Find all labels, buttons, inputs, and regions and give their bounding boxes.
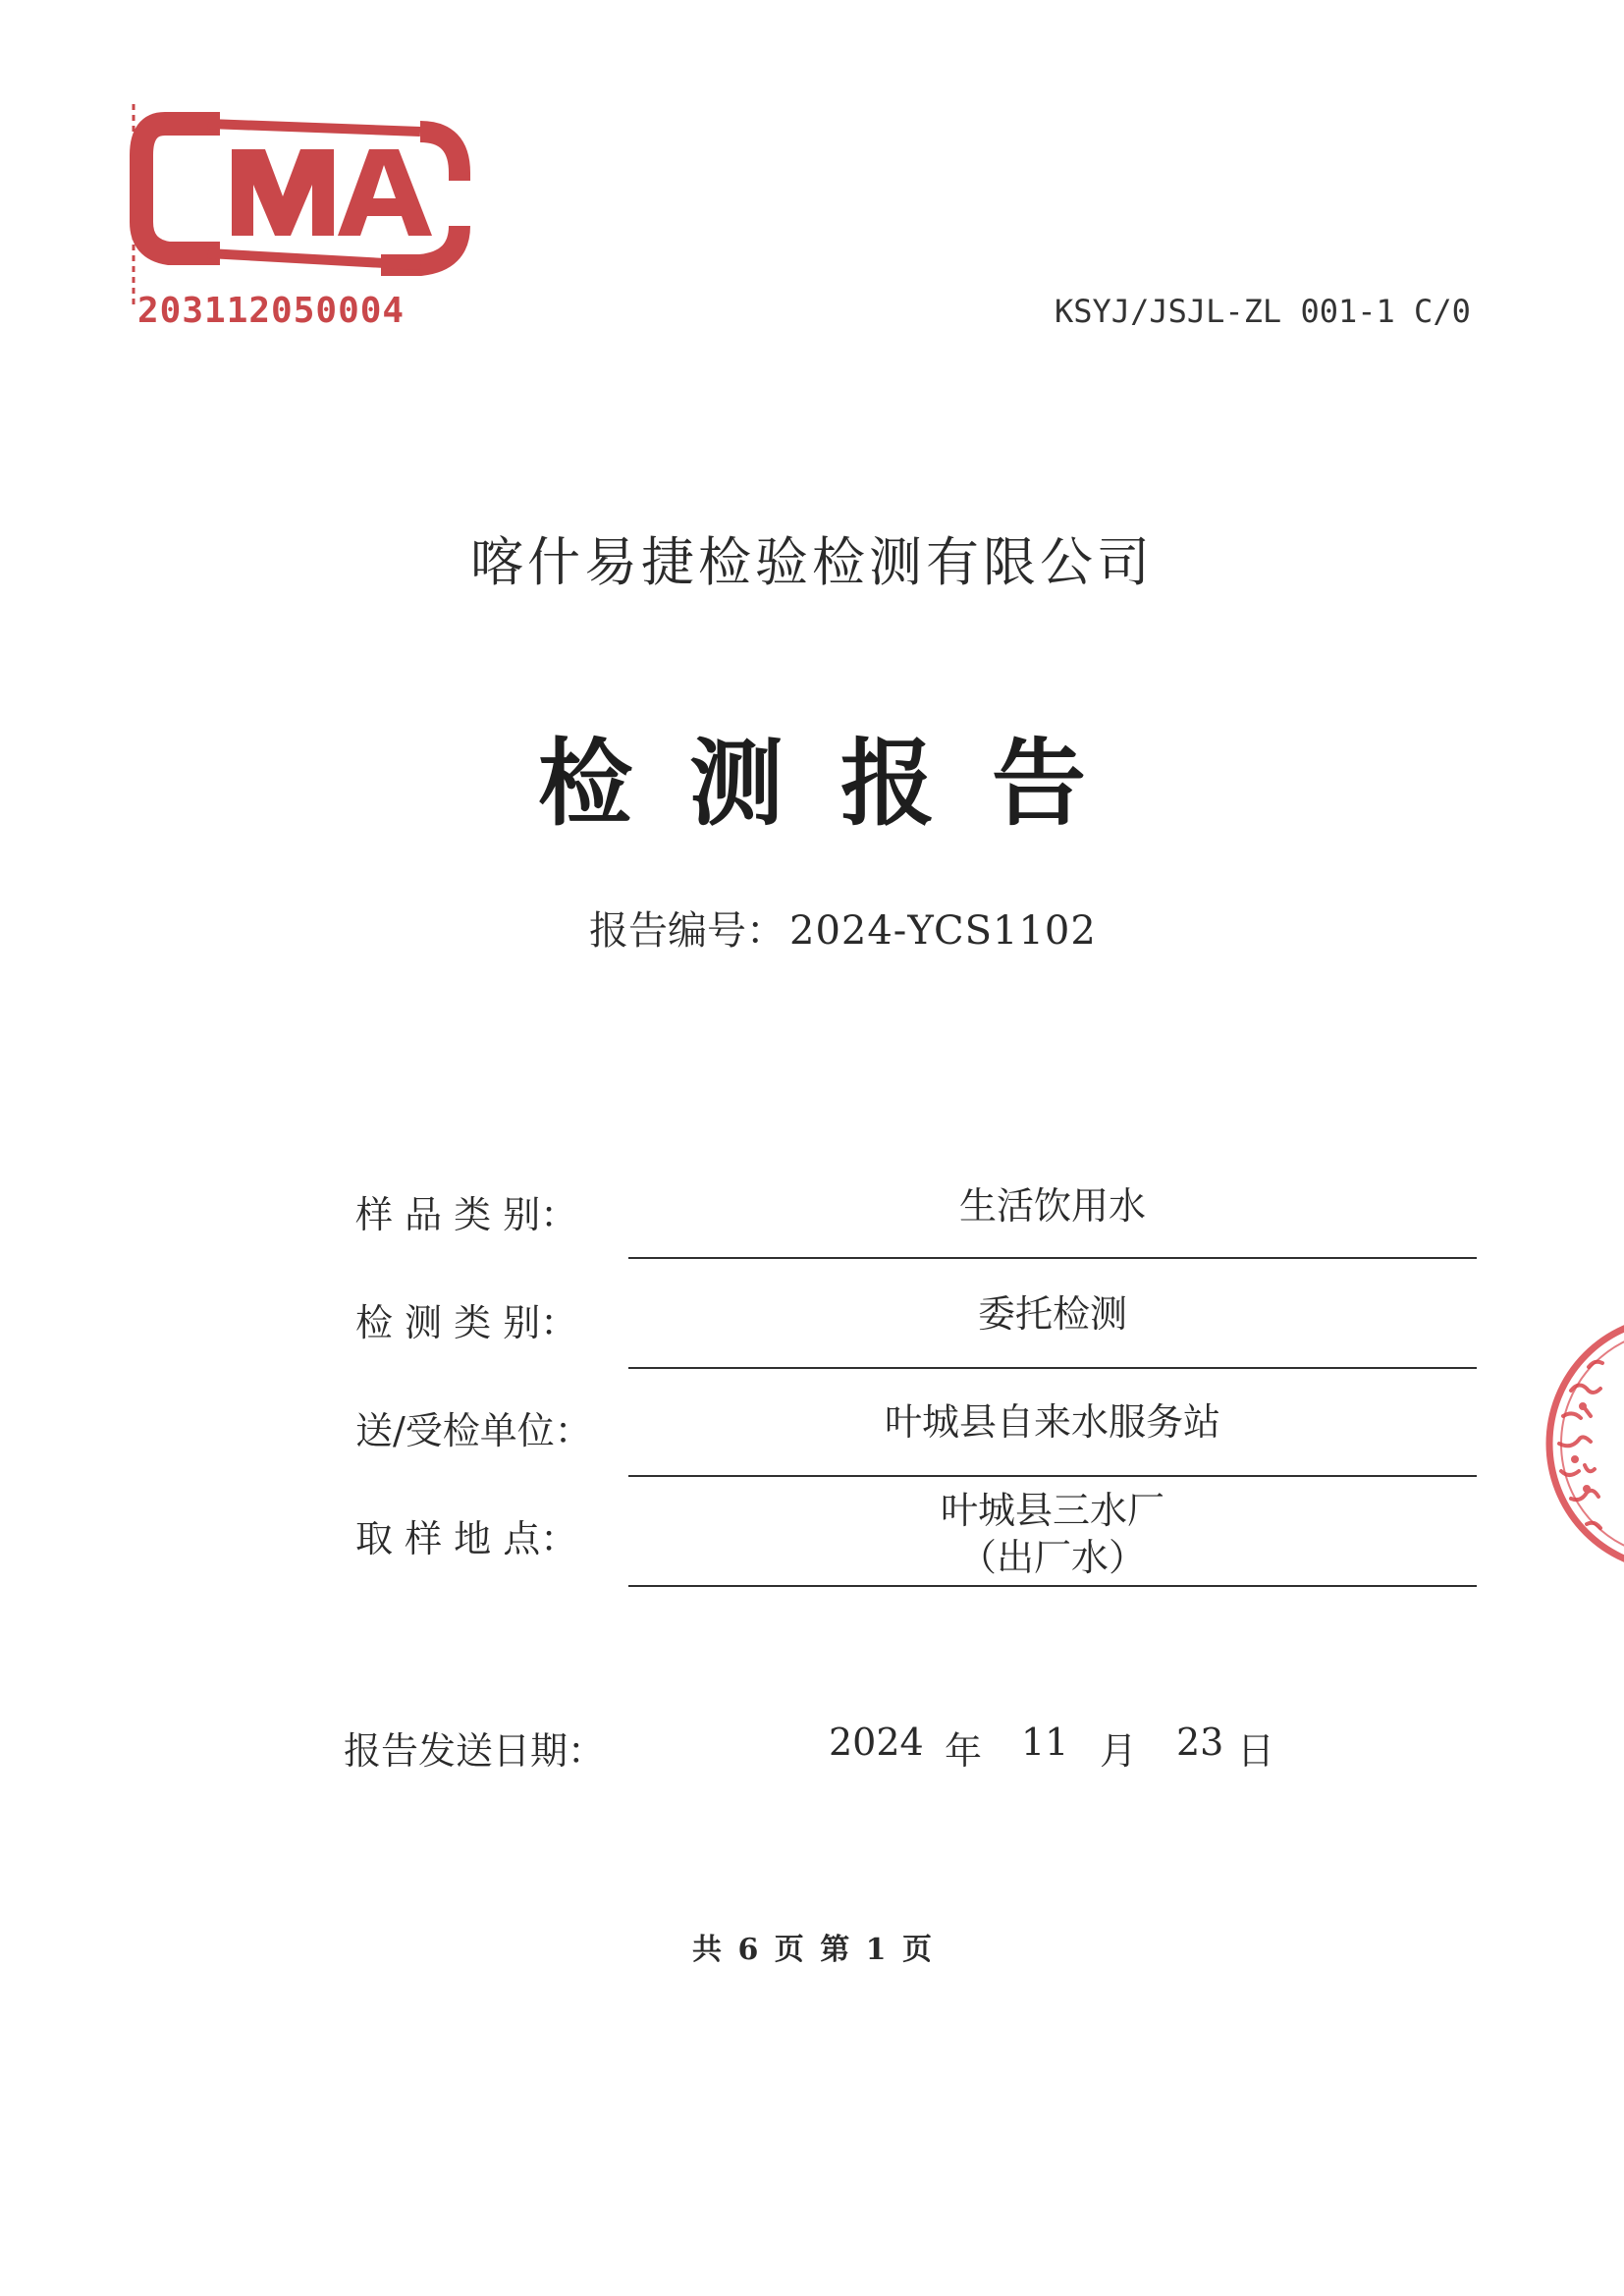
- sample-category-value: 生活饮用水: [958, 1184, 1146, 1228]
- report-number-value: 2024-YCS1102: [789, 908, 1097, 954]
- report-date-year: 2024: [829, 1721, 924, 1764]
- report-number: [589, 900, 1097, 956]
- test-category-value: 委托检测: [977, 1292, 1127, 1336]
- document-control-code: KSYJ/JSJL-ZL 001-1 C/0: [1055, 293, 1471, 330]
- cma-certificate-number: 203112050004: [137, 291, 406, 331]
- sample-category-underline: [628, 1257, 1477, 1259]
- report-title: 检测报告: [538, 728, 1143, 839]
- client-unit-value: 叶城县自来水服务站: [884, 1400, 1220, 1444]
- client-unit-underline: [628, 1475, 1477, 1477]
- test-category-label: 检 测 类 别：: [355, 1301, 578, 1344]
- sampling-location-label: 取 样 地 点：: [355, 1517, 578, 1560]
- report-date-day: 23: [1176, 1721, 1224, 1764]
- sampling-location-value-line2: （出厂水）: [958, 1536, 1146, 1579]
- company-seal-stamp: [1528, 1296, 1624, 1591]
- report-date-day-unit: 日: [1237, 1729, 1275, 1773]
- sample-category-label: 样 品 类 别：: [355, 1193, 578, 1236]
- report-date-month-unit: 月: [1100, 1729, 1138, 1773]
- sampling-location-underline: [628, 1585, 1477, 1587]
- client-unit-label: 送/受检单位：: [355, 1409, 592, 1452]
- report-date-month: 11: [1021, 1721, 1069, 1764]
- report-date-label: 报告发送日期：: [344, 1729, 606, 1773]
- company-name: 喀什易捷检验检测有限公司: [470, 531, 1154, 593]
- sampling-location-value-line1: 叶城县三水厂: [940, 1489, 1164, 1532]
- test-category-underline: [628, 1367, 1477, 1369]
- report-date-year-unit: 年: [945, 1729, 983, 1773]
- page-count: 共 6 页 第 1 页: [692, 1933, 932, 1967]
- report-number-label: 报告编号：: [589, 908, 785, 954]
